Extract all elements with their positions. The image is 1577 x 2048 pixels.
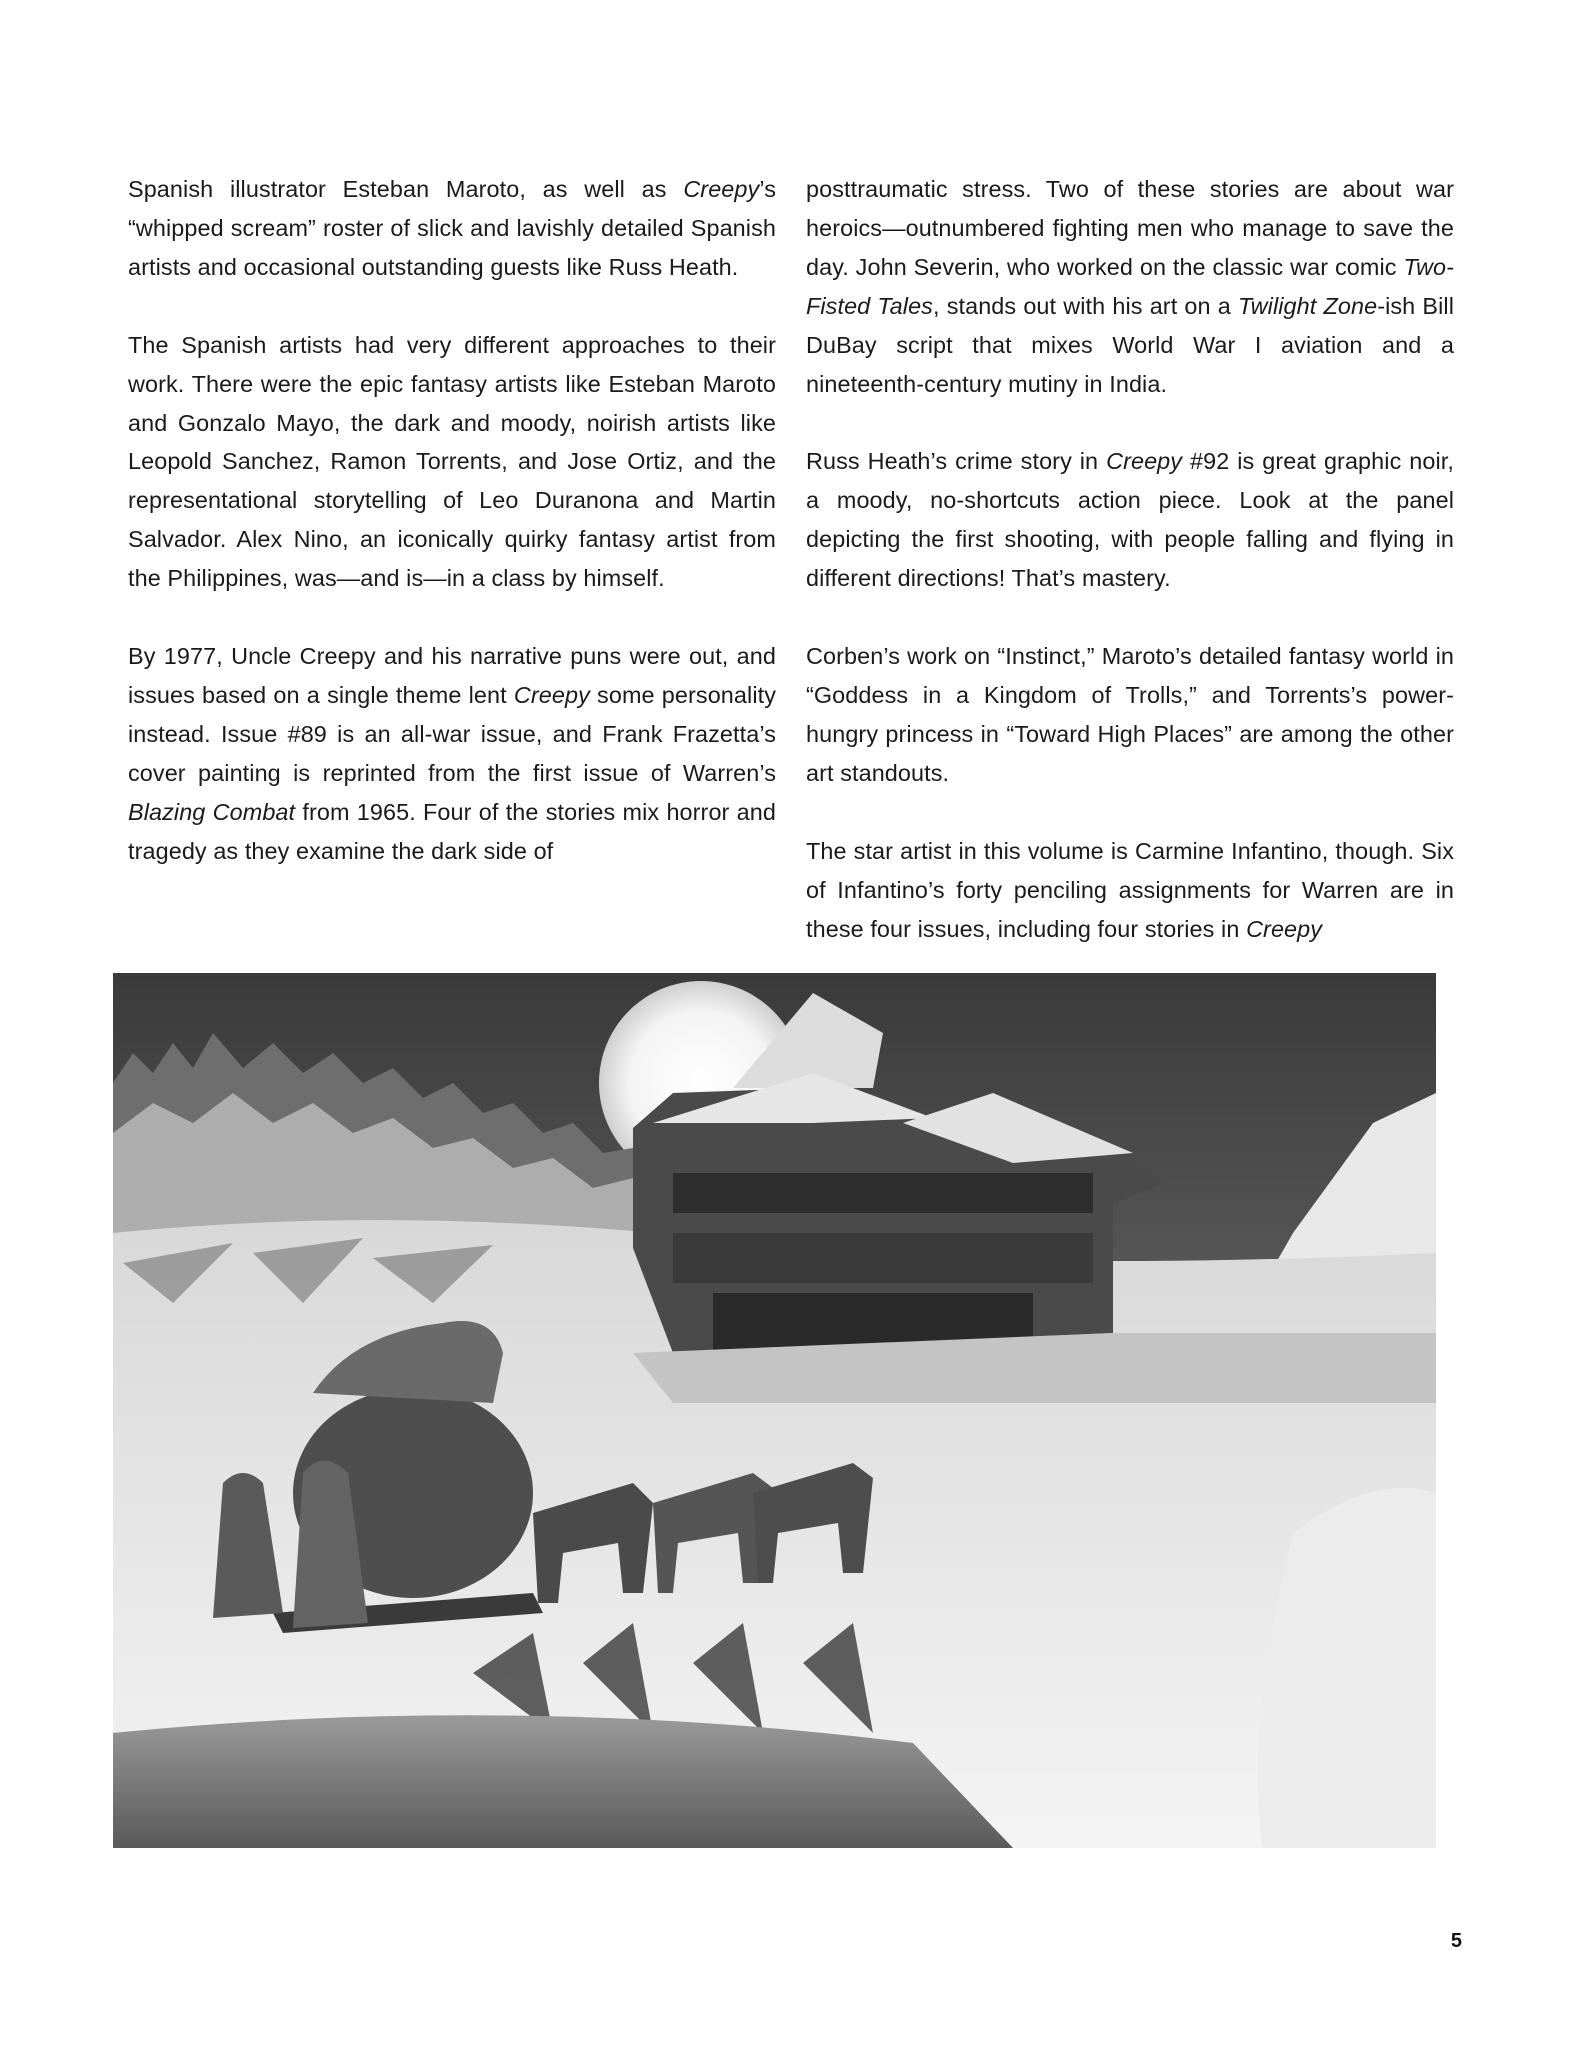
right-paragraph-1: posttraumatic stress. Two of these stories are about war heroics—outnumbered fighting men who manage to save the day. John Severin, who worked on the classic war comic Two-Fisted Tales, stands out with his art on a Twilight Zone-ish Bill DuBay script that mixes World War I aviation and a nineteenth-century mutiny in India.: [806, 176, 1454, 397]
text-columns: [128, 170, 1454, 950]
snowy-mansion-illustration: [113, 973, 1436, 1848]
page-number: 5: [1450, 1930, 1462, 1952]
right-paragraph-4: The star artist in this volume is Carmine Infantino, though. Six of Infantino’s forty penciling assignments for Warren are in these four issues, including four stories in Creepy: [806, 837, 1454, 942]
right-paragraph-2: Russ Heath’s crime story in Creepy #92 is great graphic noir, a moody, no-shortcuts action piece. Look at the panel depicting the first shooting, with people falling and flying in different directions! That’s mastery.: [806, 448, 1454, 592]
right-column: [806, 170, 1454, 950]
left-paragraph-3: By 1977, Uncle Creepy and his narrative puns were out, and issues based on a single theme lent Creepy some personality instead. Issue #89 is an all-war issue, and Frank Frazetta’s cover painting is reprinted from the first issue of Warren’s Blazing Combat from 1965. Four of the stories mix horror and tragedy as they examine the dark side of: [128, 643, 777, 864]
left-column: [128, 170, 776, 950]
right-paragraph-3: Corben’s work on “Instinct,” Maroto’s detailed fantasy world in “Goddess in a Kingdom of Trolls,” and Torrents’s power-hungry princess in “Toward High Places” are among the other art standouts.: [806, 643, 1454, 786]
left-paragraph-1: Spanish illustrator Esteban Maroto, as well as Creepy’s “whipped scream” roster of slick and lavishly detailed Spanish artists and occasional outstanding guests like Russ Heath.: [128, 176, 776, 280]
illustration-art: [113, 973, 1436, 1848]
left-paragraph-2: The Spanish artists had very different approaches to their work. There were the epic fantasy artists like Esteban Maroto and Gonzalo Mayo, the dark and moody, noirish artists like Leopold Sanchez, Ramon Torrents, and Jose Ortiz, and the representational storytelling of Leo Duranona and Martin Salvador. Alex Nino, an iconically quirky fantasy artist from the Philippines, was—and is—in a class by himself.: [128, 331, 776, 592]
